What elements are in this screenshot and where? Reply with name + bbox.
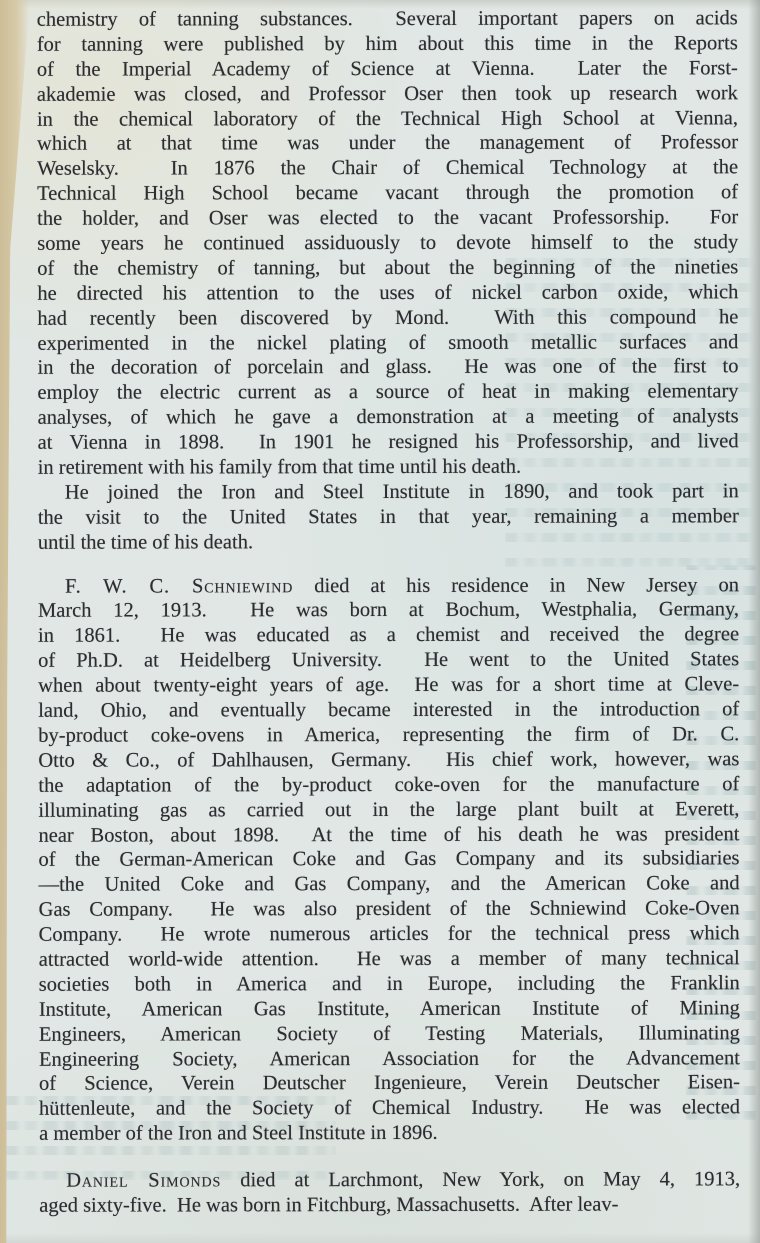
text-line: Otto & Co., of Dahlhausen, Germany. His chief work, however, was <box>38 748 740 772</box>
oser-obituary-continuation <box>37 6 739 480</box>
text-line: Weselsky. In 1876 the Chair of Chemical Technology at the <box>37 156 739 181</box>
page-edge-right <box>748 0 760 1243</box>
text-line: in retirement with his family from that time until his death. <box>37 455 522 479</box>
text-line: which at that time was under the management of Professor <box>36 131 739 156</box>
schniewind-obituary <box>38 573 740 1147</box>
text-line: —the United Coke and Gas Company, and the American Coke and <box>38 872 740 897</box>
page-text-block <box>37 6 741 1218</box>
text-line: until the time of his death. <box>37 530 254 554</box>
text-line: in the chemical laboratory of the Technical High School at Vienna, <box>36 106 738 131</box>
text-line: had recently been discovered by Mond. With this compound he <box>37 305 739 330</box>
simonds-obituary <box>39 1167 740 1218</box>
text-line: in 1861. He was educated as a chemist and received the degree <box>38 623 740 648</box>
text-line: land, Ohio, and eventually became interested in the introduction of <box>38 698 740 722</box>
text-line: at Vienna in 1898. In 1901 he resigned his Professorship, and lived <box>37 430 739 454</box>
text-line: attracted world-wide attention. He was a member of many technical <box>38 947 740 971</box>
text-line: of Ph.D. at Heidelberg University. He went to the United States <box>38 648 740 672</box>
text-line: chemistry of tanning substances. Several important papers on acids <box>36 7 738 31</box>
text-line: a member of the Iron and Steel Institute in 1896. <box>39 1122 438 1145</box>
text-line: the adaptation of the by-product coke-oven for the manufacture of <box>38 772 740 797</box>
text-line: employ the electric current as a source of heat in making elementary <box>37 380 739 405</box>
text-line: experimented in the nickel plating of smooth metallic surfaces and <box>37 330 739 355</box>
text-line: Engineering Society, American Association for the Advancement <box>38 1046 740 1071</box>
text-line: March 12, 1913. He was born at Bochum, Westphalia, Germany, <box>37 598 740 623</box>
text-line: of Science, Verein Deutscher Ingenieure, Verein Deutscher Eisen- <box>38 1071 741 1096</box>
text-line: some years he continued assiduously to devote himself to the study <box>37 231 739 255</box>
text-line: in the decoration of porcelain and glass. He was one of the first to <box>37 355 739 380</box>
binding-edge-left <box>0 0 30 1243</box>
text-line: aged sixty-five. He was born in Fitchburg, Massachusetts. After leav- <box>39 1193 619 1217</box>
small-caps-name: F. W. C. Schniewind <box>64 574 294 598</box>
text-line: by-product coke-ovens in America, representing the firm of Dr. C. <box>38 723 740 747</box>
text-line: of the German-American Coke and Gas Company and its subsidiaries <box>38 847 740 872</box>
text-line: akademie was closed, and Professor Oser then took up research work <box>36 81 738 106</box>
text-line: Company. He wrote numerous articles for the technical press which <box>38 922 740 946</box>
text-line: he directed his attention to the uses of nickel carbon oxide, which <box>37 281 739 305</box>
text-line: analyses, of which he gave a demonstration at a meeting of analysts <box>37 405 739 429</box>
text-line: hüttenleute, and the Society of Chemical Industry. He was elected <box>39 1096 741 1121</box>
text-line: the visit to the United States in that year, remaining a member <box>37 505 739 529</box>
text-line: of the chemistry of tanning, but about the beginning of the nineties <box>37 256 739 280</box>
text-line: F. W. C. Schniewind died at his residence in New Jersey on <box>64 573 739 598</box>
text-line: for tanning were published by him about this time in the Reports <box>36 32 738 56</box>
text-line: of the Imperial Academy of Science at Vienna. Later the Forst- <box>36 57 738 81</box>
text-line: He joined the Iron and Steel Institute in 1890, and took part in <box>64 480 739 504</box>
text-line: Institute, American Gas Institute, American Institute of Mining <box>38 996 740 1021</box>
text-line: when about twenty-eight years of age. He was for a short time at Cleve- <box>38 673 740 697</box>
text-line: near Boston, about 1898. At the time of his death he was president <box>38 822 740 847</box>
oser-institute-membership <box>38 479 739 555</box>
text-line: societies both in America and in Europe, including the Franklin <box>38 972 740 996</box>
text-line: Engineers, American Society of Testing Materials, Illuminating <box>38 1021 740 1046</box>
text-line: Daniel Simonds died at Larchmont, New York, on May 4, 1913, <box>66 1168 741 1192</box>
text-line: Technical High School became vacant through the promotion of <box>37 181 739 205</box>
text-line: Gas Company. He was also president of the Schniewind Coke-Oven <box>38 897 740 921</box>
text-line: the holder, and Oser was elected to the vacant Professorship. For <box>37 206 739 230</box>
small-caps-name: Daniel Simonds <box>66 1169 222 1192</box>
text-line: illuminating gas as carried out in the large plant built at Everett, <box>38 797 740 822</box>
